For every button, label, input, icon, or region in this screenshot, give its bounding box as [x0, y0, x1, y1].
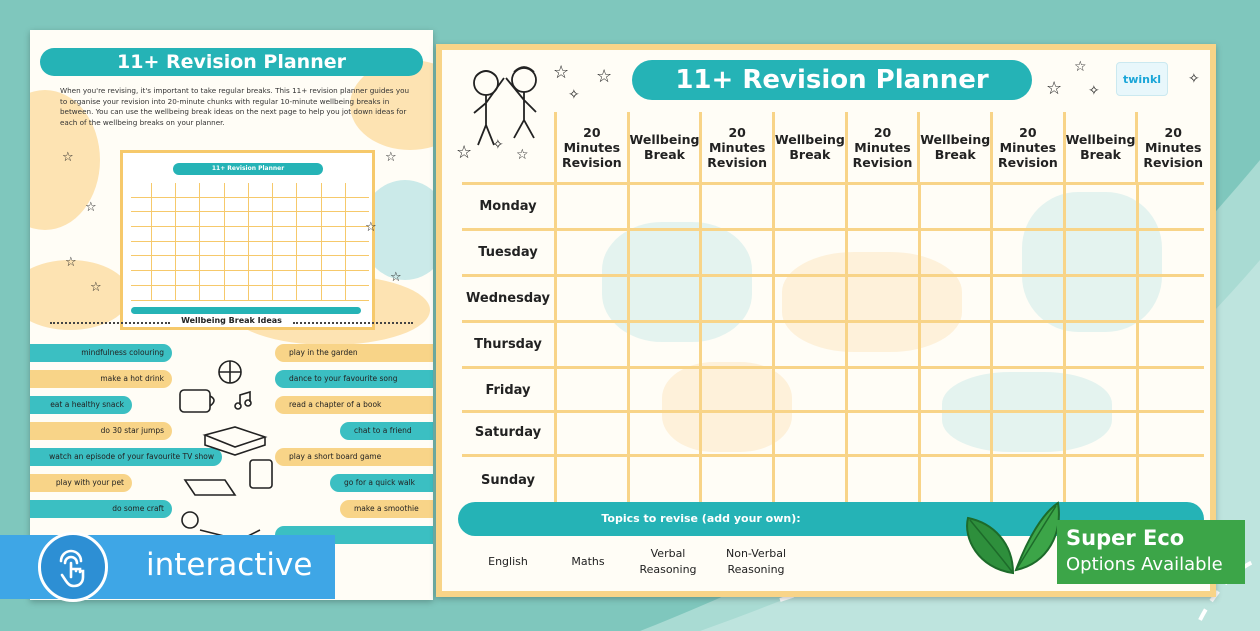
day-row[interactable]: [462, 366, 1204, 410]
idea-item: do 30 star jumps: [30, 422, 172, 440]
column-header: 20 Minutes Revision: [1135, 112, 1204, 182]
day-rows: [462, 182, 1204, 506]
column-header: Wellbeing Break: [627, 112, 700, 182]
star-icon: ✧: [568, 87, 580, 103]
eco-line-1: Super Eco: [1066, 526, 1185, 550]
day-label: Thursday: [474, 337, 542, 352]
star-icon: ☆: [553, 62, 570, 83]
star-icon: ☆: [456, 142, 473, 163]
star-icon: ☆: [1074, 59, 1087, 75]
planner-thumbnail: [120, 150, 375, 330]
twinkl-logo: twinkl: [1116, 62, 1168, 96]
idea-item: eat a healthy snack: [30, 396, 132, 414]
revision-planner-page: [436, 44, 1216, 597]
star-icon: ☆: [365, 220, 377, 235]
interactive-label: interactive: [146, 547, 313, 583]
day-row[interactable]: [462, 228, 1204, 274]
column-header: 20 Minutes Revision: [554, 112, 627, 182]
column-header: 20 Minutes Revision: [699, 112, 772, 182]
idea-item: make a hot drink: [30, 370, 172, 388]
day-label: Friday: [485, 383, 531, 398]
planner-title: 11+ Revision Planner: [632, 60, 1032, 100]
day-row[interactable]: [462, 320, 1204, 366]
idea-item: go for a quick walk: [330, 474, 433, 492]
star-icon: ☆: [90, 280, 102, 295]
day-row[interactable]: [462, 454, 1204, 506]
topic-item[interactable]: Verbal Reasoning: [639, 547, 697, 576]
super-eco-badge[interactable]: [1057, 520, 1245, 584]
column-header: Wellbeing Break: [1063, 112, 1136, 182]
idea-item: chat to a friend: [340, 422, 433, 440]
column-header: Wellbeing Break: [917, 112, 990, 182]
eco-line-2: Options Available: [1066, 554, 1223, 575]
wellbeing-ideas-heading: Wellbeing Break Ideas: [50, 316, 413, 325]
column-header: Wellbeing Break: [772, 112, 845, 182]
star-icon: ☆: [65, 255, 77, 270]
topic-item[interactable]: Maths: [571, 555, 605, 568]
day-label: Saturday: [474, 425, 542, 440]
idea-item: do some craft: [30, 500, 172, 518]
column-header: 20 Minutes Revision: [845, 112, 918, 182]
star-icon: ☆: [1046, 78, 1063, 99]
column-headers: [554, 112, 1204, 182]
star-icon: ☆: [62, 150, 74, 165]
idea-item: mindfulness colouring: [30, 344, 172, 362]
day-label: Tuesday: [478, 245, 538, 260]
star-icon: ✧: [1188, 71, 1200, 87]
star-icon: ☆: [516, 147, 529, 163]
left-page-title: 11+ Revision Planner: [40, 48, 423, 76]
planner-grid: [462, 112, 1204, 506]
star-icon: ☆: [85, 200, 97, 215]
idea-item: read a chapter of a book: [275, 396, 433, 414]
idea-item: play with your pet: [30, 474, 132, 492]
day-row[interactable]: [462, 410, 1204, 454]
day-row[interactable]: [462, 274, 1204, 320]
idea-item: watch an episode of your favourite TV show: [30, 448, 222, 466]
left-page-preview: [30, 30, 433, 600]
column-header: 20 Minutes Revision: [990, 112, 1063, 182]
idea-item: play a short board game: [275, 448, 433, 466]
topic-item[interactable]: Non-Verbal Reasoning: [726, 547, 786, 576]
star-icon: ☆: [596, 66, 613, 87]
topics-heading: Topics to revise (add your own):: [601, 512, 801, 525]
idea-item: dance to your favourite song: [275, 370, 433, 388]
thumbnail-title: 11+ Revision Planner: [173, 163, 323, 175]
touch-hand-icon: [38, 532, 108, 602]
idea-item: make a smoothie: [340, 500, 433, 518]
star-icon: ☆: [390, 270, 402, 285]
day-label: Wednesday: [466, 291, 550, 306]
idea-item: play in the garden: [275, 344, 433, 362]
left-page-intro: When you're revising, it's important to take regular breaks. This 11+ revision planner guides you to organise your revision into 20-minute chunks with regular 10-minute wellbeing breaks in between. You can use the wellbeing break ideas on the next page to help you jot down ideas for each of the wellbeing breaks on your planner.: [60, 86, 410, 127]
thumbnail-topics-bar: [131, 307, 361, 314]
topic-item[interactable]: English: [488, 555, 528, 568]
day-label: Monday: [479, 199, 537, 214]
star-icon: ☆: [385, 150, 397, 165]
interactive-badge[interactable]: [0, 535, 335, 599]
thumbnail-columns: [151, 183, 369, 301]
day-label: Sunday: [480, 473, 536, 488]
eco-leaf-icon: [958, 498, 1068, 578]
day-row[interactable]: [462, 182, 1204, 228]
star-icon: ✧: [1088, 83, 1100, 99]
star-icon: ✧: [492, 137, 504, 153]
